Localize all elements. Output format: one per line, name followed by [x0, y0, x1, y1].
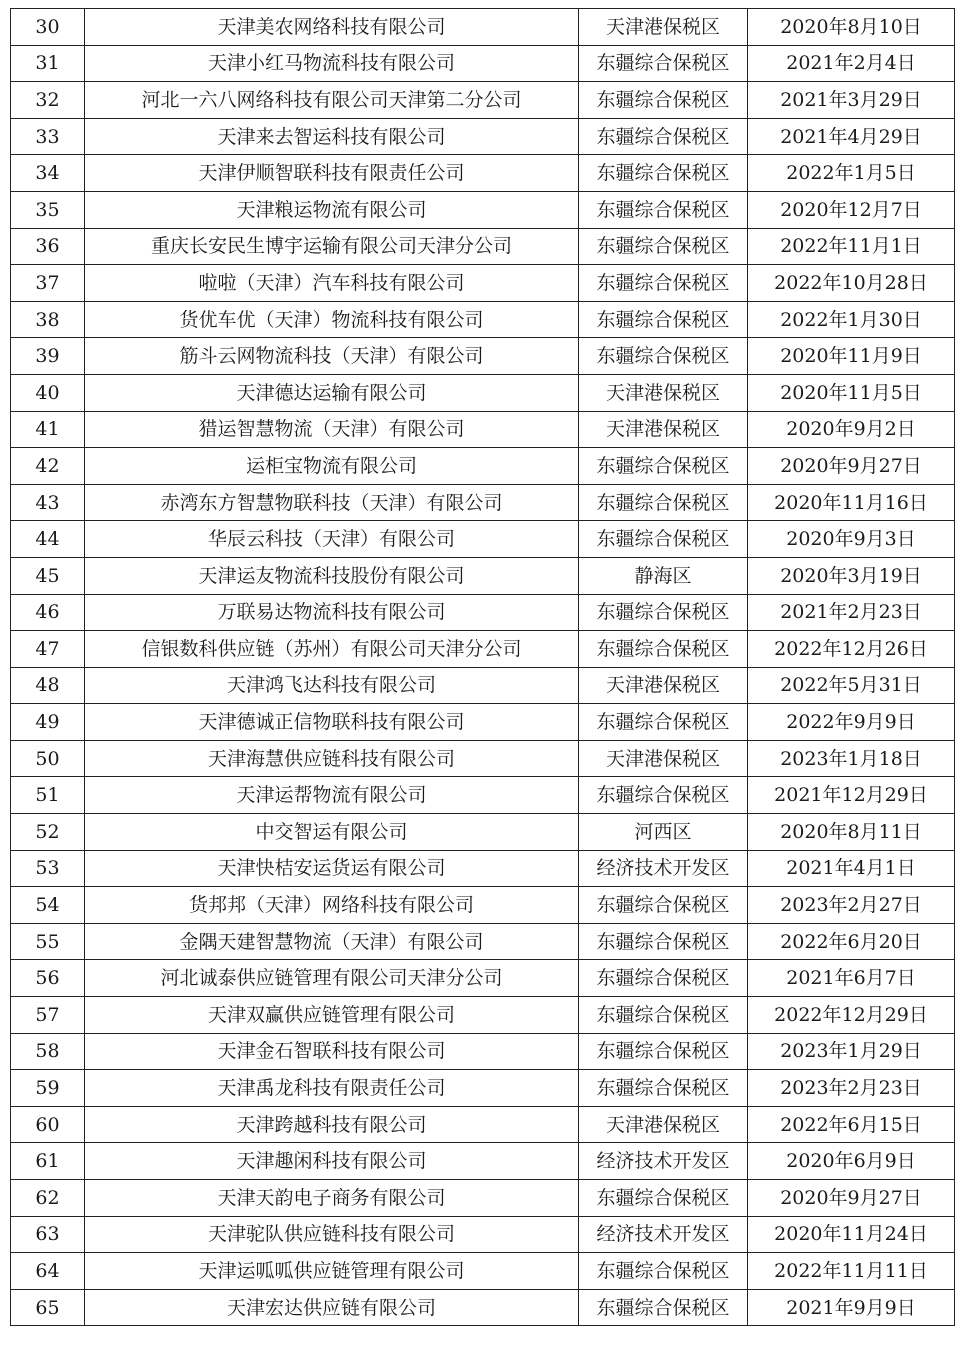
row-number-cell: 46 — [11, 594, 85, 631]
row-number-cell: 63 — [11, 1216, 85, 1253]
date-cell: 2021年4月1日 — [748, 850, 955, 887]
row-number-cell: 39 — [11, 338, 85, 375]
district-cell: 天津港保税区 — [579, 1106, 748, 1143]
table-row — [11, 1106, 955, 1143]
company-name-cell: 天津运呱呱供应链管理有限公司 — [85, 1253, 579, 1290]
date-cell: 2020年11月24日 — [748, 1216, 955, 1253]
company-name-cell: 天津德诚正信物联科技有限公司 — [85, 704, 579, 741]
row-number-cell: 31 — [11, 45, 85, 82]
row-number-cell: 43 — [11, 484, 85, 521]
table-row — [11, 923, 955, 960]
date-cell: 2022年6月20日 — [748, 923, 955, 960]
date-cell: 2020年11月5日 — [748, 374, 955, 411]
date-cell: 2020年8月11日 — [748, 814, 955, 851]
company-table-body — [11, 9, 955, 1326]
table-row — [11, 301, 955, 338]
date-cell: 2023年1月29日 — [748, 1033, 955, 1070]
company-table — [10, 8, 955, 1326]
date-cell: 2020年8月10日 — [748, 9, 955, 46]
table-row — [11, 82, 955, 119]
district-cell: 东疆综合保税区 — [579, 631, 748, 668]
row-number-cell: 30 — [11, 9, 85, 46]
date-cell: 2022年10月28日 — [748, 265, 955, 302]
row-number-cell: 45 — [11, 557, 85, 594]
table-row — [11, 448, 955, 485]
company-name-cell: 天津运帮物流有限公司 — [85, 777, 579, 814]
row-number-cell: 54 — [11, 887, 85, 924]
row-number-cell: 44 — [11, 521, 85, 558]
company-name-cell: 天津跨越科技有限公司 — [85, 1106, 579, 1143]
company-name-cell: 天津天韵电子商务有限公司 — [85, 1180, 579, 1217]
district-cell: 东疆综合保税区 — [579, 887, 748, 924]
date-cell: 2020年9月27日 — [748, 1180, 955, 1217]
table-row — [11, 631, 955, 668]
row-number-cell: 60 — [11, 1106, 85, 1143]
district-cell: 东疆综合保税区 — [579, 155, 748, 192]
date-cell: 2022年1月30日 — [748, 301, 955, 338]
table-row — [11, 9, 955, 46]
company-name-cell: 猎运智慧物流（天津）有限公司 — [85, 411, 579, 448]
date-cell: 2020年11月16日 — [748, 484, 955, 521]
table-row — [11, 704, 955, 741]
district-cell: 天津港保税区 — [579, 374, 748, 411]
table-row — [11, 155, 955, 192]
date-cell: 2022年6月15日 — [748, 1106, 955, 1143]
company-name-cell: 货优车优（天津）物流科技有限公司 — [85, 301, 579, 338]
table-row — [11, 484, 955, 521]
table-row — [11, 521, 955, 558]
company-name-cell: 天津驼队供应链科技有限公司 — [85, 1216, 579, 1253]
row-number-cell: 32 — [11, 82, 85, 119]
table-row — [11, 374, 955, 411]
date-cell: 2022年1月5日 — [748, 155, 955, 192]
district-cell: 东疆综合保税区 — [579, 923, 748, 960]
district-cell: 经济技术开发区 — [579, 850, 748, 887]
district-cell: 东疆综合保税区 — [579, 448, 748, 485]
row-number-cell: 47 — [11, 631, 85, 668]
company-name-cell: 天津金石智联科技有限公司 — [85, 1033, 579, 1070]
district-cell: 东疆综合保税区 — [579, 594, 748, 631]
row-number-cell: 36 — [11, 228, 85, 265]
district-cell: 天津港保税区 — [579, 667, 748, 704]
company-name-cell: 万联易达物流科技有限公司 — [85, 594, 579, 631]
table-row — [11, 887, 955, 924]
company-name-cell: 运柜宝物流有限公司 — [85, 448, 579, 485]
district-cell: 河西区 — [579, 814, 748, 851]
district-cell: 东疆综合保税区 — [579, 301, 748, 338]
row-number-cell: 56 — [11, 960, 85, 997]
row-number-cell: 35 — [11, 191, 85, 228]
date-cell: 2021年4月29日 — [748, 118, 955, 155]
district-cell: 东疆综合保税区 — [579, 265, 748, 302]
row-number-cell: 50 — [11, 740, 85, 777]
company-name-cell: 天津双赢供应链管理有限公司 — [85, 997, 579, 1034]
table-row — [11, 1180, 955, 1217]
row-number-cell: 37 — [11, 265, 85, 302]
table-row — [11, 118, 955, 155]
table-row — [11, 1289, 955, 1326]
district-cell: 东疆综合保税区 — [579, 45, 748, 82]
date-cell: 2023年2月27日 — [748, 887, 955, 924]
table-row — [11, 997, 955, 1034]
district-cell: 静海区 — [579, 557, 748, 594]
table-row — [11, 1070, 955, 1107]
row-number-cell: 33 — [11, 118, 85, 155]
date-cell: 2021年2月4日 — [748, 45, 955, 82]
table-row — [11, 338, 955, 375]
district-cell: 天津港保税区 — [579, 740, 748, 777]
district-cell: 东疆综合保税区 — [579, 118, 748, 155]
row-number-cell: 49 — [11, 704, 85, 741]
table-row — [11, 740, 955, 777]
date-cell: 2022年12月29日 — [748, 997, 955, 1034]
table-row — [11, 265, 955, 302]
date-cell: 2020年9月2日 — [748, 411, 955, 448]
company-name-cell: 天津小红马物流科技有限公司 — [85, 45, 579, 82]
date-cell: 2021年9月9日 — [748, 1289, 955, 1326]
district-cell: 经济技术开发区 — [579, 1143, 748, 1180]
date-cell: 2020年9月3日 — [748, 521, 955, 558]
district-cell: 东疆综合保税区 — [579, 1253, 748, 1290]
district-cell: 经济技术开发区 — [579, 1216, 748, 1253]
table-row — [11, 228, 955, 265]
district-cell: 东疆综合保税区 — [579, 191, 748, 228]
district-cell: 东疆综合保税区 — [579, 960, 748, 997]
table-row — [11, 191, 955, 228]
date-cell: 2023年1月18日 — [748, 740, 955, 777]
date-cell: 2022年11月11日 — [748, 1253, 955, 1290]
district-cell: 东疆综合保税区 — [579, 1289, 748, 1326]
company-name-cell: 华辰云科技（天津）有限公司 — [85, 521, 579, 558]
company-name-cell: 赤湾东方智慧物联科技（天津）有限公司 — [85, 484, 579, 521]
table-row — [11, 1216, 955, 1253]
district-cell: 东疆综合保税区 — [579, 228, 748, 265]
company-name-cell: 天津鸿飞达科技有限公司 — [85, 667, 579, 704]
district-cell: 东疆综合保税区 — [579, 1180, 748, 1217]
row-number-cell: 61 — [11, 1143, 85, 1180]
date-cell: 2022年12月26日 — [748, 631, 955, 668]
company-name-cell: 天津美农网络科技有限公司 — [85, 9, 579, 46]
company-name-cell: 重庆长安民生博宇运输有限公司天津分公司 — [85, 228, 579, 265]
company-name-cell: 啦啦（天津）汽车科技有限公司 — [85, 265, 579, 302]
company-name-cell: 天津快桔安运货运有限公司 — [85, 850, 579, 887]
district-cell: 东疆综合保税区 — [579, 777, 748, 814]
date-cell: 2021年6月7日 — [748, 960, 955, 997]
company-name-cell: 中交智运有限公司 — [85, 814, 579, 851]
date-cell: 2020年11月9日 — [748, 338, 955, 375]
table-row — [11, 960, 955, 997]
row-number-cell: 55 — [11, 923, 85, 960]
district-cell: 东疆综合保税区 — [579, 1070, 748, 1107]
company-name-cell: 天津禹龙科技有限责任公司 — [85, 1070, 579, 1107]
date-cell: 2020年6月9日 — [748, 1143, 955, 1180]
district-cell: 东疆综合保税区 — [579, 1033, 748, 1070]
company-list-sheet — [10, 8, 954, 1326]
company-name-cell: 天津来去智运科技有限公司 — [85, 118, 579, 155]
date-cell: 2021年2月23日 — [748, 594, 955, 631]
row-number-cell: 59 — [11, 1070, 85, 1107]
company-name-cell: 天津海慧供应链科技有限公司 — [85, 740, 579, 777]
company-name-cell: 天津伊顺智联科技有限责任公司 — [85, 155, 579, 192]
table-row — [11, 557, 955, 594]
row-number-cell: 34 — [11, 155, 85, 192]
company-name-cell: 天津粮运物流有限公司 — [85, 191, 579, 228]
district-cell: 东疆综合保税区 — [579, 997, 748, 1034]
date-cell: 2022年9月9日 — [748, 704, 955, 741]
row-number-cell: 57 — [11, 997, 85, 1034]
company-name-cell: 天津德达运输有限公司 — [85, 374, 579, 411]
company-name-cell: 筋斗云网物流科技（天津）有限公司 — [85, 338, 579, 375]
row-number-cell: 40 — [11, 374, 85, 411]
company-name-cell: 信银数科供应链（苏州）有限公司天津分公司 — [85, 631, 579, 668]
company-name-cell: 天津宏达供应链有限公司 — [85, 1289, 579, 1326]
table-row — [11, 594, 955, 631]
date-cell: 2021年12月29日 — [748, 777, 955, 814]
row-number-cell: 64 — [11, 1253, 85, 1290]
date-cell: 2020年9月27日 — [748, 448, 955, 485]
table-row — [11, 45, 955, 82]
row-number-cell: 48 — [11, 667, 85, 704]
row-number-cell: 52 — [11, 814, 85, 851]
date-cell: 2021年3月29日 — [748, 82, 955, 119]
district-cell: 东疆综合保税区 — [579, 82, 748, 119]
row-number-cell: 53 — [11, 850, 85, 887]
table-row — [11, 1253, 955, 1290]
row-number-cell: 41 — [11, 411, 85, 448]
district-cell: 东疆综合保税区 — [579, 521, 748, 558]
row-number-cell: 65 — [11, 1289, 85, 1326]
table-row — [11, 667, 955, 704]
district-cell: 东疆综合保税区 — [579, 704, 748, 741]
district-cell: 天津港保税区 — [579, 411, 748, 448]
company-name-cell: 天津趣闲科技有限公司 — [85, 1143, 579, 1180]
table-row — [11, 1033, 955, 1070]
table-row — [11, 1143, 955, 1180]
company-name-cell: 货邦邦（天津）网络科技有限公司 — [85, 887, 579, 924]
company-name-cell: 河北诚泰供应链管理有限公司天津分公司 — [85, 960, 579, 997]
company-name-cell: 河北一六八网络科技有限公司天津第二分公司 — [85, 82, 579, 119]
row-number-cell: 42 — [11, 448, 85, 485]
district-cell: 天津港保税区 — [579, 9, 748, 46]
row-number-cell: 51 — [11, 777, 85, 814]
date-cell: 2020年12月7日 — [748, 191, 955, 228]
table-row — [11, 777, 955, 814]
date-cell: 2020年3月19日 — [748, 557, 955, 594]
date-cell: 2022年11月1日 — [748, 228, 955, 265]
table-row — [11, 411, 955, 448]
table-row — [11, 850, 955, 887]
row-number-cell: 38 — [11, 301, 85, 338]
date-cell: 2022年5月31日 — [748, 667, 955, 704]
table-row — [11, 814, 955, 851]
district-cell: 东疆综合保税区 — [579, 484, 748, 521]
company-name-cell: 天津运友物流科技股份有限公司 — [85, 557, 579, 594]
row-number-cell: 58 — [11, 1033, 85, 1070]
date-cell: 2023年2月23日 — [748, 1070, 955, 1107]
row-number-cell: 62 — [11, 1180, 85, 1217]
district-cell: 东疆综合保税区 — [579, 338, 748, 375]
company-name-cell: 金隅天建智慧物流（天津）有限公司 — [85, 923, 579, 960]
